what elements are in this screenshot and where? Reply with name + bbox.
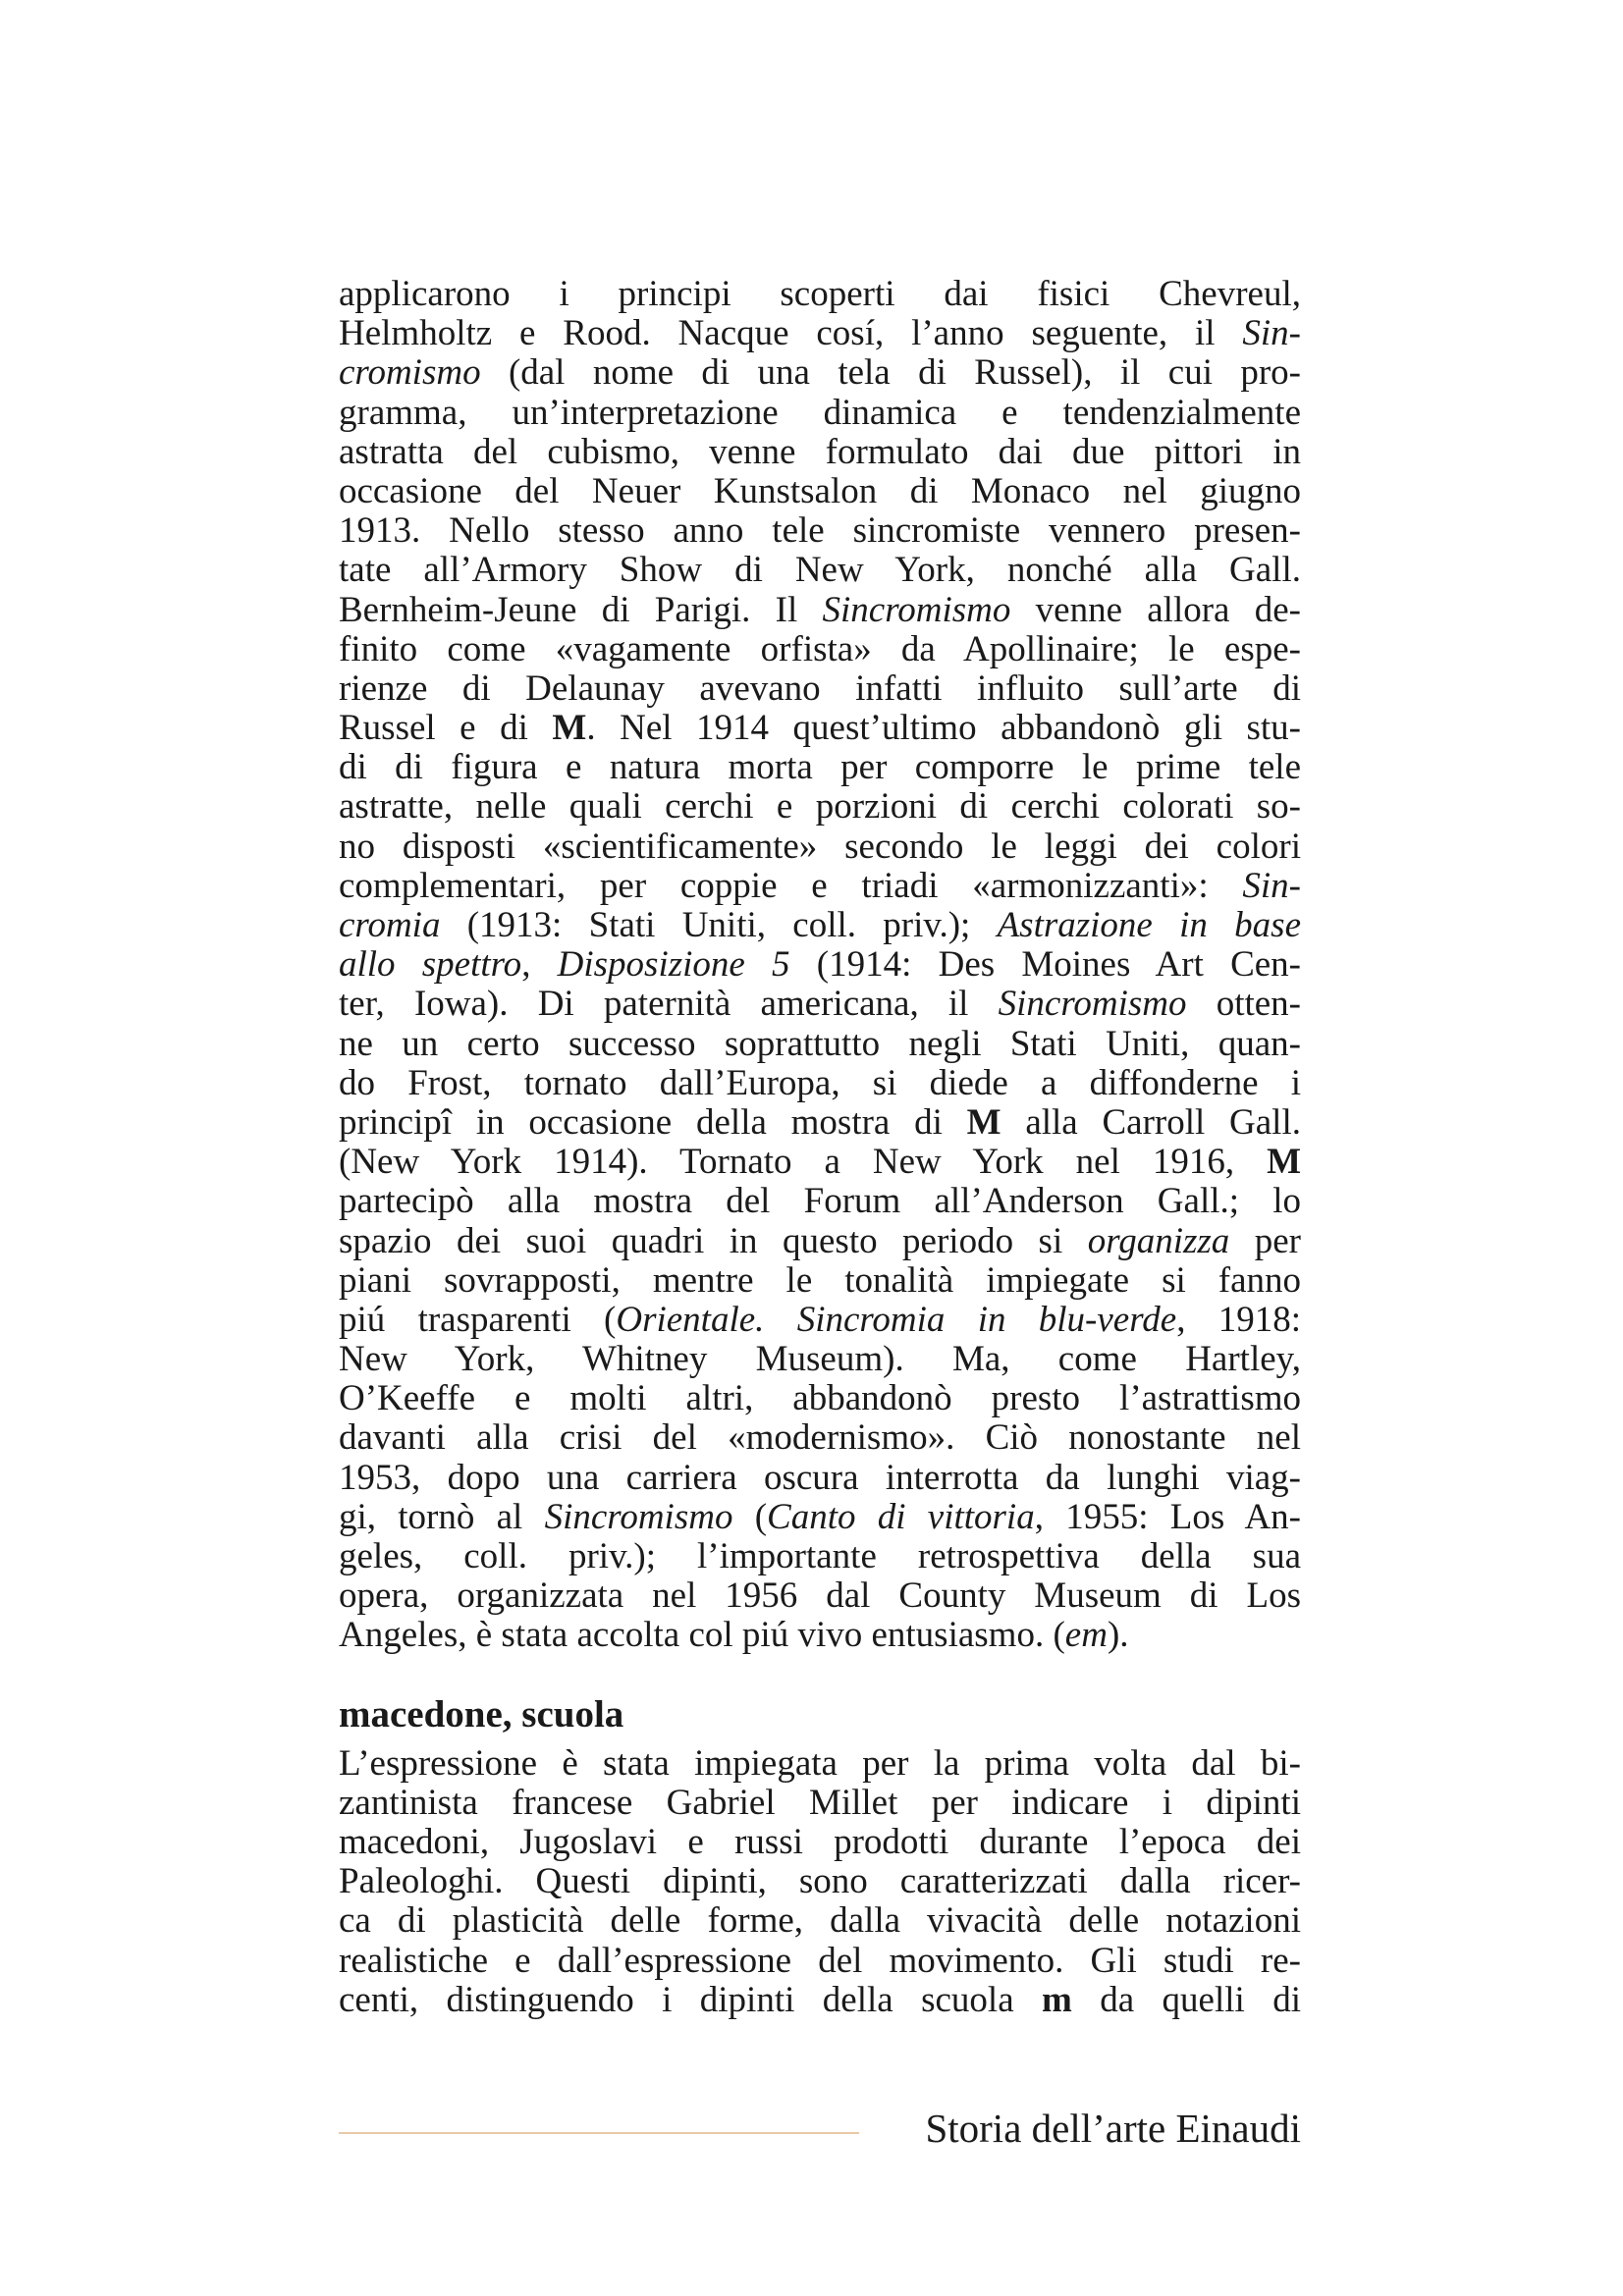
article-text-line: principî in occasione della mostra di M alla Carroll Gall. <box>339 1102 1301 1143</box>
article-continuation <box>339 275 1301 1656</box>
article-text-line: tate all’Armory Show di New York, nonché alla Gall. <box>339 551 1301 591</box>
article-text-line: Helmholtz e Rood. Nacque cosí, l’anno seguente, il Sin- <box>339 314 1301 354</box>
article-text-line: geles, coll. priv.); l’importante retrospettiva della sua <box>339 1537 1301 1576</box>
entry-text-line: ca di plasticità delle forme, dalla vivacità delle notazioni <box>339 1901 1301 1942</box>
entry-body <box>339 1744 1301 2020</box>
article-text-line: piani sovrapposti, mentre le tonalità impiegate si fanno <box>339 1260 1301 1301</box>
article-text-line: cromia (1913: Stati Uniti, coll. priv.); Astrazione in base <box>339 906 1301 945</box>
entry-text-line: Paleologhi. Questi dipinti, sono caratterizzati dalla ricer- <box>339 1862 1301 1902</box>
article-text-line: (New York 1914). Tornato a New York nel 1916, M <box>339 1143 1301 1183</box>
article-text-line: piú trasparenti (Orientale. Sincromia in blu-verde, 1918: <box>339 1300 1301 1340</box>
article-text-line: davanti alla crisi del «modernismo». Ciò nonostante nel <box>339 1418 1301 1459</box>
entry-text-line: zantinista francese Gabriel Millet per indicare i dipinti <box>339 1783 1301 1823</box>
article-text-line: partecipò alla mostra del Forum all’Anderson Gall.; lo <box>339 1182 1301 1222</box>
article-text-line: 1913. Nello stesso anno tele sincromiste vennero presen- <box>339 511 1301 552</box>
article-text-line: no disposti «scientificamente» secondo le leggi dei colori <box>339 827 1301 867</box>
entry-text-line: macedoni, Jugoslavi e russi prodotti durante l’epoca dei <box>339 1822 1301 1862</box>
body-text <box>339 275 1301 2020</box>
article-text-line: astratta del cubismo, venne formulato dai due pittori in <box>339 432 1301 472</box>
article-text-line: ne un certo successo soprattutto negli Stati Uniti, quan- <box>339 1024 1301 1064</box>
entry-text-line: centi, distinguendo i dipinti della scuola m da quelli di <box>339 1980 1301 2020</box>
footer-publisher: Storia dell’arte Einaudi <box>925 2106 1301 2151</box>
article-text-line: di di figura e natura morta per comporre le prime tele <box>339 748 1301 788</box>
article-text-line: complementari, per coppie e triadi «armonizzanti»: Sin- <box>339 866 1301 906</box>
article-text-line: Bernheim-Jeune di Parigi. Il Sincromismo venne allora de- <box>339 590 1301 630</box>
page-footer <box>339 2101 1301 2160</box>
article-text-line: applicarono i principi scoperti dai fisici Chevreul, <box>339 275 1301 314</box>
article-text-line: astratte, nelle quali cerchi e porzioni di cerchi colorati so- <box>339 787 1301 828</box>
article-text-line: opera, organizzata nel 1956 dal County Museum di Los <box>339 1576 1301 1617</box>
entry-text-line: realistiche e dall’espressione del movimento. Gli studi re- <box>339 1941 1301 1981</box>
article-text-line: O’Keeffe e molti altri, abbandonò presto l’astrattismo <box>339 1379 1301 1419</box>
article-text-line: ter, Iowa). Di paternità americana, il Sincromismo otten- <box>339 985 1301 1025</box>
footer-rule <box>339 2132 859 2134</box>
article-text-line: 1953, dopo una carriera oscura interrotta da lunghi viag- <box>339 1458 1301 1498</box>
entry-title: macedone, scuola <box>339 1692 624 1735</box>
article-text-line: New York, Whitney Museum). Ma, come Hartley, <box>339 1340 1301 1380</box>
article-text-line: spazio dei suoi quadri in questo periodo si organizza per <box>339 1221 1301 1261</box>
article-text-line: cromismo (dal nome di una tela di Russel), il cui pro- <box>339 353 1301 394</box>
article-text-line: occasione del Neuer Kunstsalon di Monaco nel giugno <box>339 471 1301 511</box>
article-text-line: Russel e di M. Nel 1914 quest’ultimo abbandonò gli stu- <box>339 709 1301 749</box>
article-text-line: finito come «vagamente orfista» da Apollinaire; le espe- <box>339 629 1301 669</box>
article-text-line: do Frost, tornato dall’Europa, si diede a diffonderne i <box>339 1063 1301 1103</box>
article-text-line: allo spettro, Disposizione 5 (1914: Des Moines Art Cen- <box>339 945 1301 986</box>
entry-text-line: L’espressione è stata impiegata per la prima volta dal bi- <box>339 1743 1301 1784</box>
article-text-line: gi, tornò al Sincromismo (Canto di vittoria, 1955: Los An- <box>339 1497 1301 1537</box>
article-text-line: rienze di Delaunay avevano infatti influito sull’arte di <box>339 668 1301 709</box>
article-text-line: gramma, un’interpretazione dinamica e tendenzialmente <box>339 393 1301 433</box>
article-text-line: Angeles, è stata accolta col piú vivo entusiasmo. (em). <box>339 1616 1129 1656</box>
